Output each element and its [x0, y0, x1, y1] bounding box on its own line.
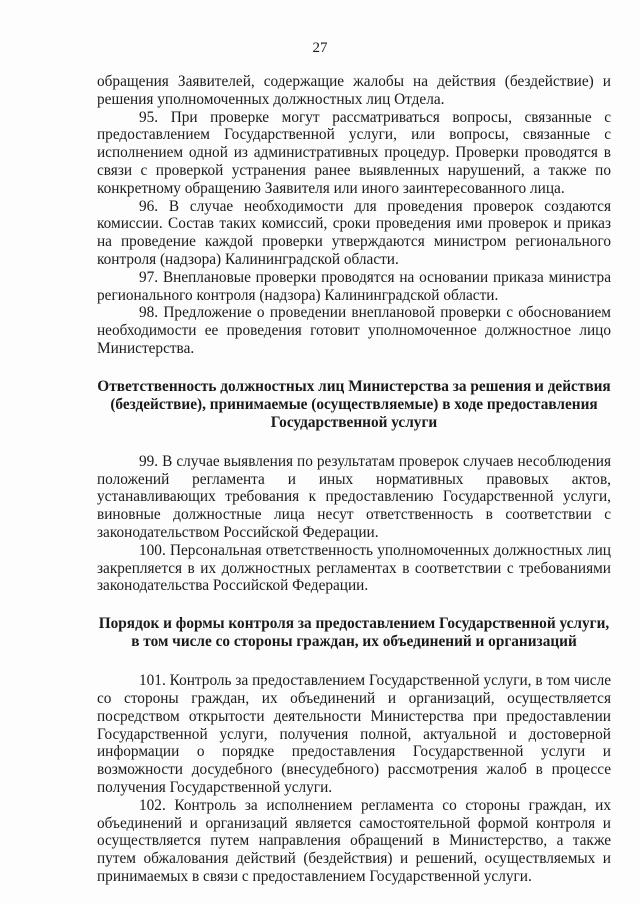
paragraph-98: 98. Предложение о проведении внеплановой проверки с обоснованием необходимости ее проведения готовит уполномоченное должностное лицо Министерства. — [97, 304, 611, 357]
paragraph-continuation: обращения Заявителей, содержащие жалобы на действия (бездействие) и решения уполномоченных должностных лиц Отдела. — [97, 73, 611, 108]
paragraph-100: 100. Персональная ответственность уполномоченных должностных лиц закрепляется в их должностных регламентах в соответствии с требованиями законодательства Российской Федерации. — [97, 541, 611, 595]
paragraph-95: 95. При проверке могут рассматриваться вопросы, связанные с предоставлением Государственной услуги, или вопросы, связанные с исполнением одной из административных процедур. Проверки проводятся в связи с проверкой устранения ранее выявленных нарушений, а также по конкретному обращению Заявителя или иного заинтересованного лица. — [97, 108, 611, 197]
paragraph-97: 97. Внеплановые проверки проводятся на основании приказа министра регионального контроля (надзора) Калининградской области. — [97, 268, 611, 304]
page-number: 27 — [312, 40, 328, 56]
section-heading-responsibility: Ответственность должностных лиц Министерства за решения и действия (бездействие), принимаемые (осуществляемые) в ходе предоставления Государственной услуги — [97, 377, 611, 431]
paragraph-96: 96. В случае необходимости для проведения проверок создаются комиссии. Состав таких комиссий, сроки проведения ими проверок и приказ на проведение каждой проверки утверждаются министром регионального контроля (надзора) Калининградской области. — [97, 197, 611, 268]
paragraph-102: 102. Контроль за исполнением регламента со стороны граждан, их объединений и организаций является самостоятельной формой контроля и осуществляется путем направления обращений в Министерство, а также путем обжалования действий (бездействия) и решений, осуществляемых и принимаемых в связи с предоставлением Государственной услуги. — [97, 796, 611, 885]
paragraph-101: 101. Контроль за предоставлением Государственной услуги, в том числе со стороны граждан, их объединений и организаций, осуществляется посредством открытости деятельности Министерства при предоставлении Государственной услуги, получения полной, актуальной и достоверной информации о порядке предоставления Государственной услуги и возможности досудебного (внесудебного) рассмотрения жалоб в процессе получения Государственной услуги. — [97, 672, 611, 796]
paragraph-99: 99. В случае выявления по результатам проверок случаев несоблюдения положений регламента и иных нормативных правовых актов, устанавливающих требования к предоставлению Государственной услуги, виновные должностные лица несут ответственность в соответствии с законодательством Российской Федерации. — [97, 452, 611, 541]
document-body — [97, 73, 611, 886]
section-heading-control: Порядок и формы контроля за предоставлением Государственной услуги, в том числе со стороны граждан, их объединений и организаций — [98, 615, 610, 651]
